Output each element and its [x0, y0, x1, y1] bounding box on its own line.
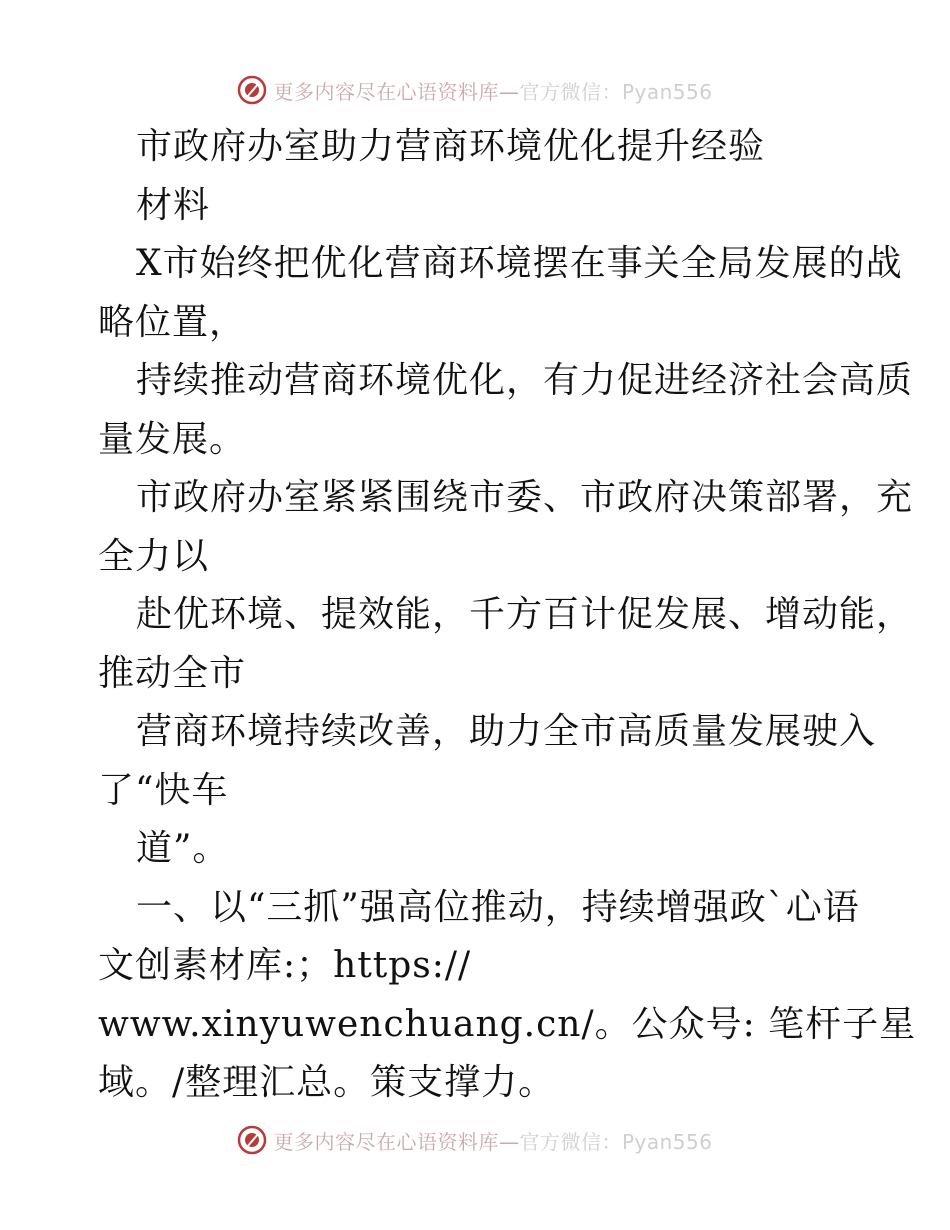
- paragraph-line: 市政府办室紧紧围绕市委、市政府决策部署，充: [136, 477, 914, 518]
- section-heading-line: 一、以“三抓”强高位推动，持续增强政`心语: [136, 886, 860, 928]
- header-banner-main: 更多内容尽在心语资料库—: [273, 79, 520, 104]
- header-banner-text: [273, 76, 712, 105]
- paragraph-line: 量发展。: [98, 418, 247, 460]
- paragraph-line: 域。/整理汇总。策支撑力。: [98, 1062, 556, 1103]
- document-body: [98, 118, 917, 1113]
- paragraph-line: 了“快车: [98, 769, 229, 811]
- title-line-2: 材料: [136, 184, 211, 226]
- paragraph-line: 道”。: [136, 828, 230, 869]
- paragraph-line: www.xinyuwenchuang.cn/。公众号: 笔杆子星: [98, 1003, 917, 1045]
- logo-icon: [237, 75, 267, 105]
- header-banner-wechat: 官方微信：Pyan556: [519, 79, 713, 104]
- paragraph-line: 持续推动营商环境优化，有力促进经济社会高质: [136, 360, 914, 401]
- paragraph-line: 推动全市: [98, 652, 247, 694]
- logo-icon: [237, 1125, 267, 1155]
- paragraph-line: 略位置，: [98, 301, 247, 343]
- footer-banner-text: [273, 1126, 712, 1155]
- title-line-1: 市政府办室助力营商环境优化提升经验: [136, 126, 766, 167]
- paragraph-line: 全力以: [98, 535, 210, 577]
- paragraph-line: 营商环境持续改善，助力全市高质量发展驶入: [136, 711, 877, 752]
- paragraph-line: 赴优环境、提效能，千方百计促发展、增动能，: [136, 594, 914, 635]
- footer-banner-main: 更多内容尽在心语资料库—: [273, 1129, 520, 1154]
- paragraph-line: 文创素材库:；https://: [98, 945, 472, 986]
- paragraph-line: X市始终把优化营商环境摆在事关全局发展的战: [136, 243, 903, 284]
- header-watermark-banner: [0, 70, 950, 110]
- footer-banner-wechat: 官方微信：Pyan556: [519, 1129, 713, 1154]
- footer-watermark-banner: [0, 1120, 950, 1160]
